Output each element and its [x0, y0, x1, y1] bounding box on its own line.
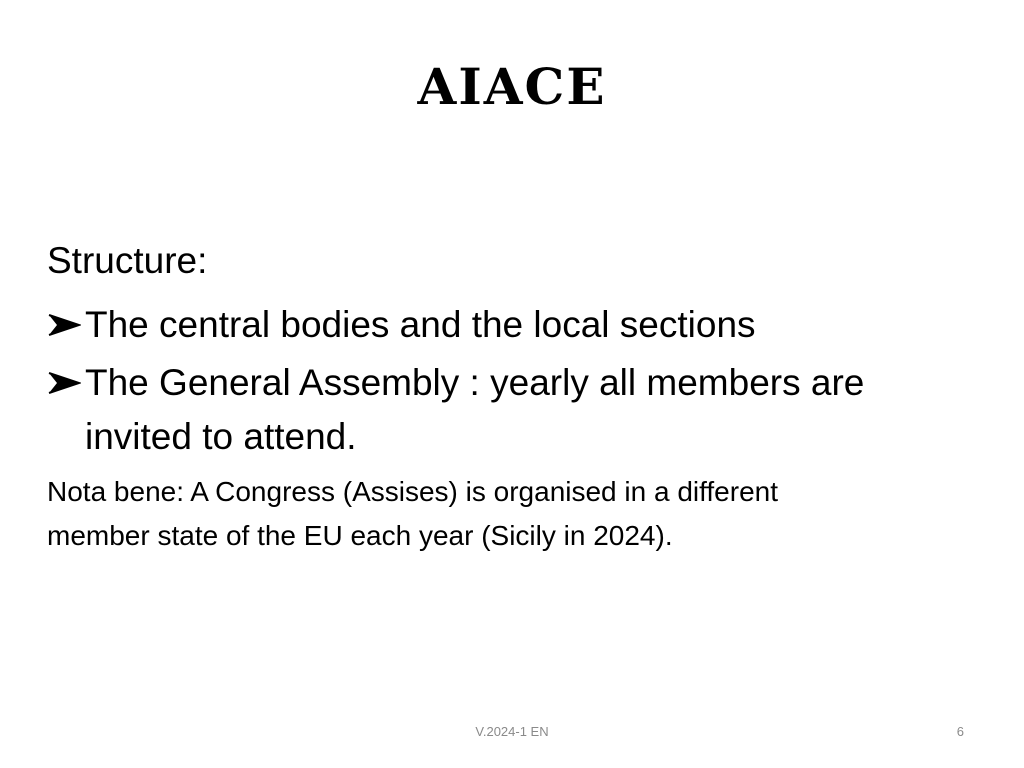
bullet-item	[47, 356, 915, 464]
bullet-item	[47, 298, 915, 352]
structure-heading: Structure:	[47, 240, 208, 281]
arrow-bullet-icon	[47, 313, 81, 337]
slide-body	[47, 236, 947, 558]
nota-bene-text: Nota bene: A Congress (Assises) is organised in a different member state of the EU each year (Sicily in 2024).	[47, 476, 778, 551]
page-number: 6	[956, 724, 964, 739]
arrow-bullet-icon	[47, 371, 81, 395]
bullet-text: The General Assembly : yearly all members are invited to attend.	[85, 362, 865, 457]
footer-version: V.2024-1 EN	[475, 724, 549, 739]
slide-title: AIACE	[417, 57, 607, 116]
bullet-text: The central bodies and the local sections	[85, 304, 756, 345]
